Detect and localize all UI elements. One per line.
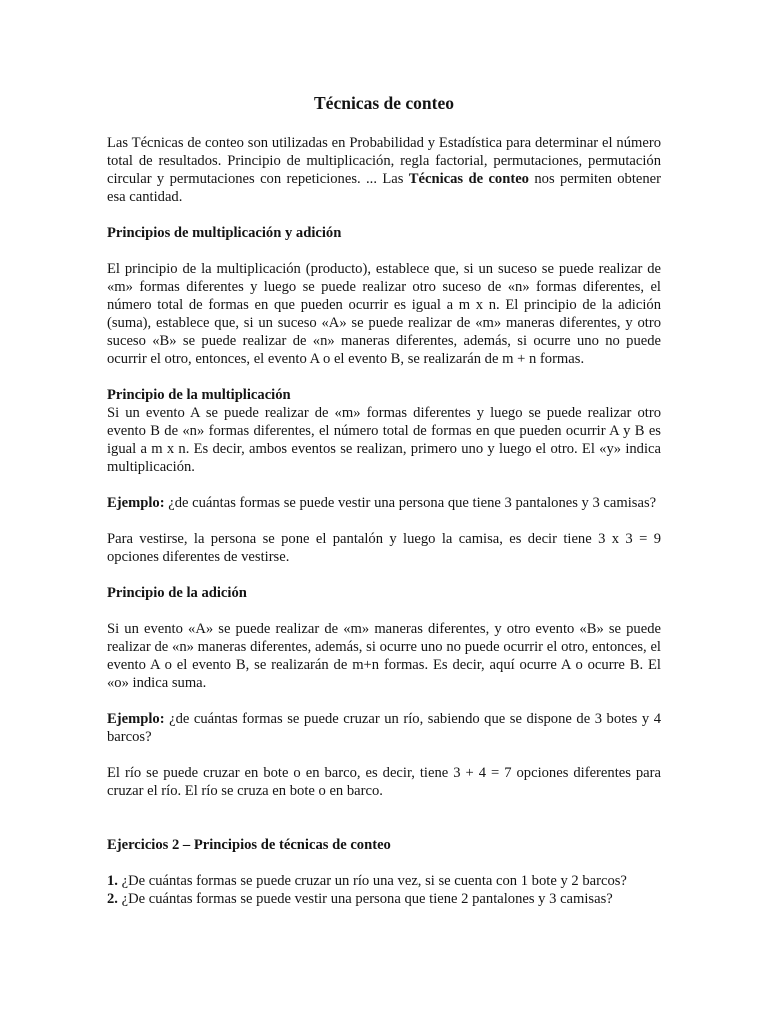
intro-bold-term: Técnicas de conteo [408, 171, 529, 187]
document-title: Técnicas de conteo [314, 93, 454, 113]
section3-example-label: Ejemplo: [107, 711, 165, 727]
section2-paragraph: Si un evento A se puede realizar de «m» formas diferentes y luego se puede realizar otro evento B de «n» formas diferentes, el número total de formas en que pueden ocurrir A y B es igual a m x n. Es decir, ambos eventos se realizan, primero uno y luego el otro. El «y» indica multiplicación. [107, 405, 661, 475]
section3-paragraph: Si un evento «A» se puede realizar de «m» maneras diferentes, y otro evento «B» se puede realizar de «n» maneras diferentes, además, si ocurre uno no puede ocurrir el otro, entonces, el evento A o el evento B, se realizarán de m+n formas. Es decir, aquí ocurre A o ocurre B. El «o» indica suma. [107, 621, 661, 691]
exercise-text: ¿De cuántas formas se puede cruzar un río una vez, si se cuenta con 1 bote y 2 barcos? [117, 873, 627, 889]
section1-heading: Principios de multiplicación y adición [107, 225, 342, 241]
section3-example-text: ¿de cuántas formas se puede cruzar un río, sabiendo que se dispone de 3 botes y 4 barcos? [107, 711, 661, 745]
intro-paragraph [107, 134, 661, 206]
exercises-heading: Ejercicios 2 – Principios de técnicas de conteo [107, 837, 391, 853]
section3-answer: El río se puede cruzar en bote o en barco, es decir, tiene 3 + 4 = 7 opciones diferentes para cruzar el río. El río se cruza en bote o en barco. [107, 765, 661, 799]
exercise-item [107, 890, 661, 908]
section2-heading: Principio de la multiplicación [107, 387, 291, 403]
exercise-number: 1. [107, 873, 118, 889]
section2-example [107, 494, 661, 512]
section2-example-text: ¿de cuántas formas se puede vestir una persona que tiene 3 pantalones y 3 camisas? [164, 495, 657, 511]
section1-paragraph: El principio de la multiplicación (producto), establece que, si un suceso se puede realizar de «m» formas diferentes y luego se puede realizar otro suceso de «n» formas diferentes, el número total de formas en que pueden ocurrir es igual a m x n. El principio de la adición (suma), establece que, si un suceso «A» se puede realizar de «m» maneras diferentes, y otro suceso «B» se puede realizar de «n» maneras diferentes, además, si ocurre uno no puede ocurrir el otro, entonces, el evento A o el evento B, se realizarán de m + n formas. [107, 261, 661, 367]
section3-example [107, 710, 661, 746]
exercise-item [107, 872, 661, 890]
intro-text-before: Las Técnicas de conteo son utilizadas en Probabilidad y Estadística para determinar el número total de resultados. Principio de multiplicación, regla factorial, permutaciones, permutación circular y permutaciones con repeticiones. ... Las [107, 135, 661, 187]
exercise-text: ¿De cuántas formas se puede vestir una persona que tiene 2 pantalones y 3 camisas? [117, 891, 613, 907]
section2-answer: Para vestirse, la persona se pone el pantalón y luego la camisa, es decir tiene 3 x 3 = 9 opciones diferentes de vestirse. [107, 531, 661, 565]
exercise-number: 2. [107, 891, 118, 907]
section3-heading: Principio de la adición [107, 585, 247, 601]
section2-example-label: Ejemplo: [107, 495, 165, 511]
intro-text-after: nos permiten obtener esa cantidad. [107, 171, 661, 205]
